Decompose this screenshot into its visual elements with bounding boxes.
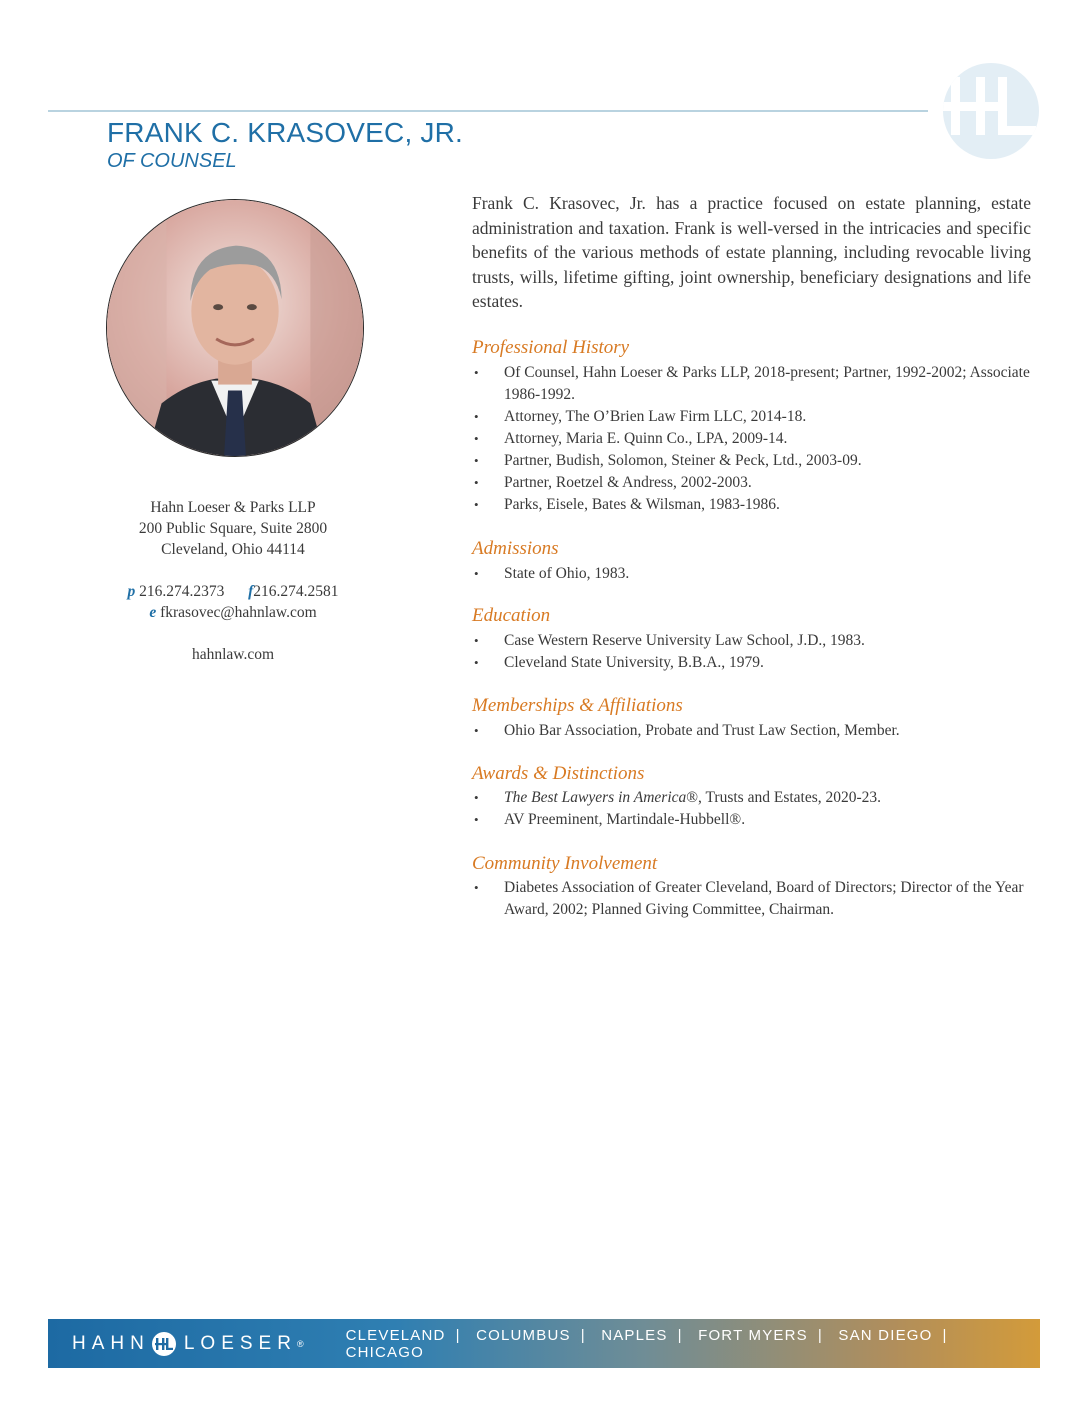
website-link[interactable]: hahnlaw.com xyxy=(191,646,275,663)
list-item: • Partner, Roetzel & Andress, 2002-2003. xyxy=(472,472,1032,494)
heading-education: Education xyxy=(472,605,551,626)
hl-logo-icon xyxy=(943,63,1039,159)
email-address[interactable]: fkrasovec@hahnlaw.com xyxy=(160,604,317,621)
phone-fax-line xyxy=(90,581,376,602)
phone-label: p xyxy=(127,583,136,600)
education-list xyxy=(472,630,1032,674)
heading-professional-history: Professional History xyxy=(472,337,630,358)
list-item: • Diabetes Association of Greater Cleveland, Board of Directors; Director of the Year Award, 2002; Planned Giving Committee, Chairman. xyxy=(472,877,1032,920)
contact-block xyxy=(90,497,376,665)
admissions-list xyxy=(472,563,1032,585)
city-cleveland: CLEVELAND xyxy=(345,1326,446,1344)
hl-logo xyxy=(943,63,1039,159)
fax-number: 216.274.2581 xyxy=(253,583,339,600)
list-item: • Cleveland State University, B.B.A., 1979. xyxy=(472,652,1032,674)
attorney-name: FRANK C. KRASOVEC, JR. xyxy=(107,117,464,148)
footer-cities: CLEVELAND | COLUMBUS | NAPLES | FORT MYERS | SAN DIEGO | CHICAGO xyxy=(345,1326,948,1361)
attorney-photo xyxy=(106,199,364,457)
firm-name: Hahn Loeser & Parks LLP xyxy=(150,499,316,516)
awards-list xyxy=(472,787,1032,831)
hl-badge-icon xyxy=(152,1332,176,1356)
heading-memberships: Memberships & Affiliations xyxy=(472,695,683,716)
heading-admissions: Admissions xyxy=(472,538,559,559)
list-item: • AV Preeminent, Martindale-Hubbell®. xyxy=(472,809,1032,831)
footer-brand xyxy=(72,1332,304,1356)
phone-number: 216.274.2373 xyxy=(139,583,225,600)
brand-right: LOESER xyxy=(183,1332,297,1354)
list-item: • Attorney, The O’Brien Law Firm LLC, 2014-18. xyxy=(472,406,1032,428)
bio-paragraph: Frank C. Krasovec, Jr. has a practice focused on estate planning, estate administration and taxation. Frank is well-versed in the intricacies and specific benefits of the various methods of estate planning, including revocable living trusts, wills, lifetime gifting, joint ownership, beneficiary designations and life estates. xyxy=(472,193,1031,311)
list-item: • Of Counsel, Hahn Loeser & Parks LLP, 2018-present; Partner, 1992-2002; Associate 1986-1992. xyxy=(472,362,1032,405)
list-item: • State of Ohio, 1983. xyxy=(472,563,1032,585)
list-item: • Partner, Budish, Solomon, Steiner & Peck, Ltd., 2003-09. xyxy=(472,450,1032,472)
city-address: Cleveland, Ohio 44114 xyxy=(161,541,305,558)
professional-history-list xyxy=(472,362,1032,516)
heading-community: Community Involvement xyxy=(472,853,658,874)
list-item: • Case Western Reserve University Law School, J.D., 1983. xyxy=(472,630,1032,652)
city-chicago: CHICAGO xyxy=(345,1343,424,1361)
street-address: 200 Public Square, Suite 2800 xyxy=(138,520,328,537)
fax-label: f xyxy=(248,583,254,600)
email-line xyxy=(90,602,376,623)
city-columbus: COLUMBUS xyxy=(476,1326,571,1344)
award-title: The Best Lawyers in America xyxy=(504,789,687,806)
city-fort-myers: FORT MYERS xyxy=(698,1326,808,1344)
city-naples: NAPLES xyxy=(601,1326,668,1344)
portrait-image xyxy=(107,200,363,456)
list-item: • Attorney, Maria E. Quinn Co., LPA, 2009-14. xyxy=(472,428,1032,450)
email-label: e xyxy=(149,604,157,621)
brand-mark: ® xyxy=(296,1338,304,1349)
attorney-title: OF COUNSEL xyxy=(107,150,237,172)
list-item: • Parks, Eisele, Bates & Wilsman, 1983-1986. xyxy=(472,494,1032,516)
list-item xyxy=(472,787,1032,809)
city-san-diego: SAN DIEGO xyxy=(838,1326,933,1344)
memberships-list xyxy=(472,720,1032,742)
community-list xyxy=(472,877,1032,921)
brand-left: HAHN xyxy=(72,1332,150,1354)
footer-banner xyxy=(48,1319,1040,1368)
list-item: • Ohio Bar Association, Probate and Trust Law Section, Member. xyxy=(472,720,1032,742)
header-divider xyxy=(48,110,928,112)
heading-awards: Awards & Distinctions xyxy=(472,763,645,784)
award-detail: ®, Trusts and Estates, 2020-23. xyxy=(686,789,882,806)
